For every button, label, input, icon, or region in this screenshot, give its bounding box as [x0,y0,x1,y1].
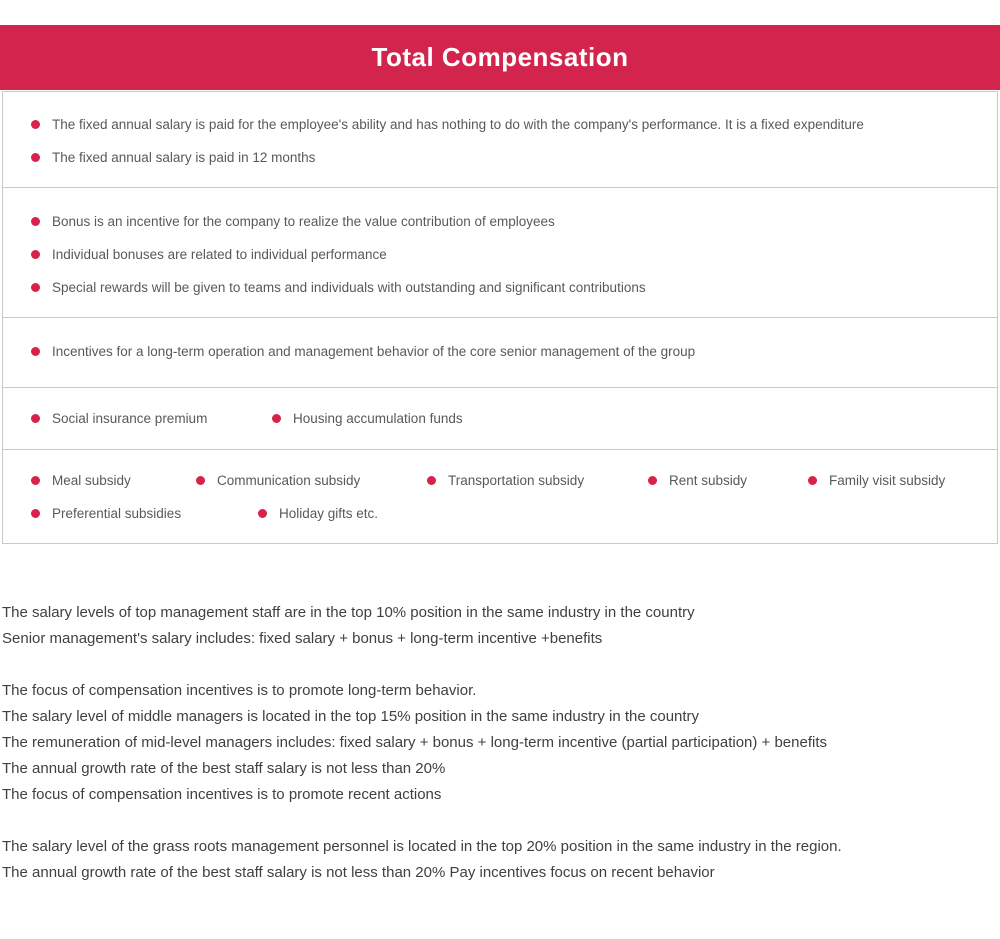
bullet-icon [31,509,40,518]
bullet-icon [31,153,40,162]
bullet-icon [31,250,40,259]
list-item [272,402,463,435]
section-bonus [3,187,997,317]
list-item [648,464,808,497]
list-item [31,205,977,238]
section-insurance-funds [3,387,997,449]
note-line: The focus of compensation incentives is to promote long-term behavior. [2,682,477,699]
notes-group-top-management [2,600,1000,652]
bullet-icon [31,217,40,226]
list-item-label: Housing accumulation funds [293,411,463,426]
bullet-icon [31,476,40,485]
bullet-icon [31,120,40,129]
list-item [427,464,648,497]
section-fixed-salary [3,92,997,187]
bullet-icon [427,476,436,485]
list-item [258,497,378,530]
list-item [31,141,977,174]
notes-group-grassroots-management [2,834,1000,886]
list-item [196,464,427,497]
item-row [31,497,977,530]
list-item-label: Transportation subsidy [448,473,585,488]
bullet-icon [31,283,40,292]
list-item-label: Meal subsidy [52,473,131,488]
list-item-label: The fixed annual salary is paid in 12 months [52,150,316,165]
list-item-label: Incentives for a long-term operation and management behavior of the core senior management of the group [52,344,696,359]
list-item-label: Bonus is an incentive for the company to realize the value contribution of employees [52,214,555,229]
list-item-label: Family visit subsidy [829,473,946,488]
section-subsidies [3,449,997,543]
bullet-icon [272,414,281,423]
note-line: The salary level of the grass roots management personnel is located in the top 20% position in the same industry in the region. [2,838,842,855]
notes-area [0,600,1000,886]
bullet-icon [258,509,267,518]
header-banner [0,25,1000,90]
list-item-label: Individual bonuses are related to individual performance [52,247,387,262]
list-item [808,464,945,497]
list-item-label: Special rewards will be given to teams and individuals with outstanding and significant contributions [52,280,646,295]
bullet-icon [31,347,40,356]
bullet-icon [808,476,817,485]
list-item [31,464,196,497]
note-line: The salary level of middle managers is located in the top 15% position in the same industry in the country [2,708,700,725]
list-item-label: Holiday gifts etc. [279,506,379,521]
list-item-label: Rent subsidy [669,473,748,488]
item-row [31,402,977,435]
section-long-term-incentive [3,317,997,387]
list-item [31,108,977,141]
note-line: Senior management's salary includes: fixed salary + bonus + long-term incentive +benefits [2,630,603,647]
note-line: The annual growth rate of the best staff salary is not less than 20% [2,760,446,777]
list-item [31,335,977,368]
list-item-label: Preferential subsidies [52,506,182,521]
list-item-label: The fixed annual salary is paid for the employee's ability and has nothing to do with the company's performance. It is a fixed expenditure [52,117,864,132]
item-row [31,464,977,497]
list-item [31,402,272,435]
note-line: The salary levels of top management staff are in the top 10% position in the same industry in the country [2,604,695,621]
bullet-icon [31,414,40,423]
note-line: The focus of compensation incentives is to promote recent actions [2,786,442,803]
page-title: Total Compensation [371,42,629,72]
notes-group-middle-management [2,678,1000,808]
bullet-icon [648,476,657,485]
list-item-label: Communication subsidy [217,473,361,488]
compensation-panel [2,91,998,544]
list-item [31,238,977,271]
list-item [31,271,977,304]
list-item-label: Social insurance premium [52,411,208,426]
note-line: The annual growth rate of the best staff salary is not less than 20% Pay incentives focus on recent behavior [2,864,715,881]
note-line: The remuneration of mid-level managers includes: fixed salary + bonus + long-term incentive (partial participation) + benefits [2,734,827,751]
bullet-icon [196,476,205,485]
list-item [31,497,258,530]
